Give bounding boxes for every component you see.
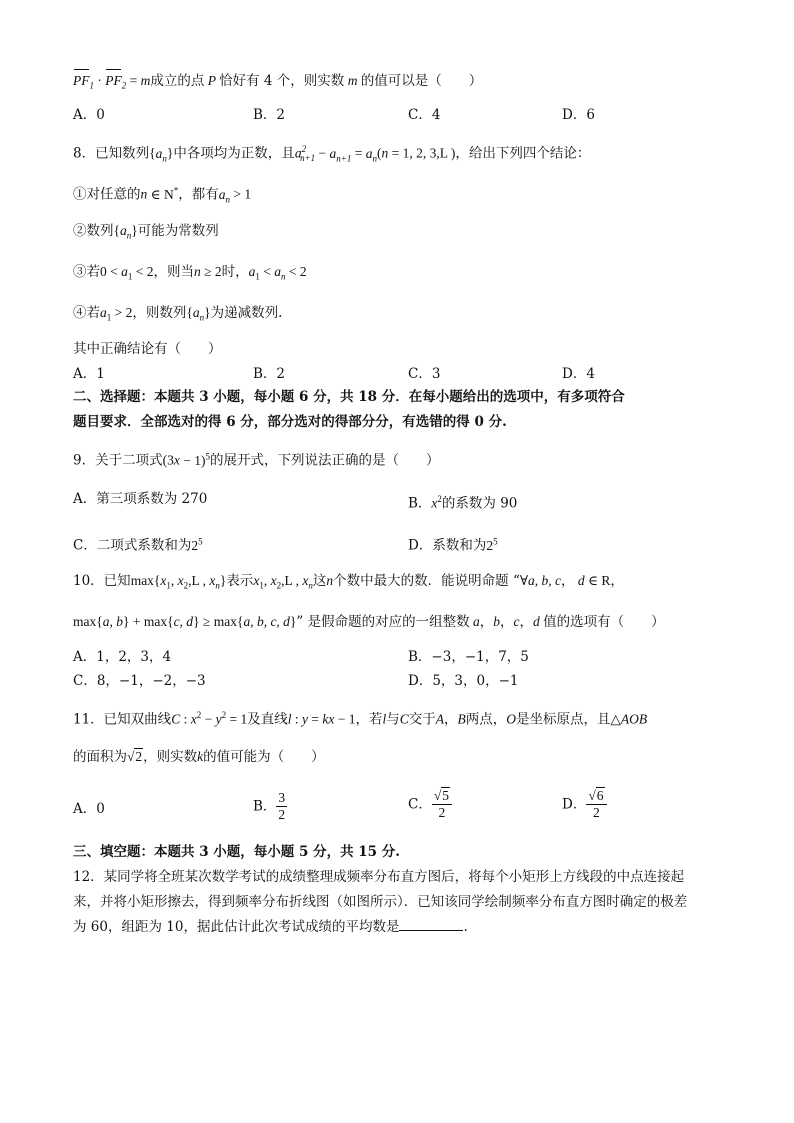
q7-option-d[interactable]: D．6 (562, 107, 595, 123)
q10-option-a[interactable]: A．1，2，3，4 (73, 649, 172, 665)
q10-option-c[interactable]: C．8，−1，−2，−3 (73, 673, 206, 689)
q9-option-d[interactable]: D．系数和为$2^5$ (408, 536, 498, 554)
q11-option-a[interactable]: A．0 (73, 801, 105, 817)
q11-stem-line1: 11．已知双曲线C : $x^2 - y^2 = 1$及直线l : y = kx − 1，若l与C交于A，B两点，O是坐标原点，且△AOB (73, 710, 648, 728)
q8-conclusion-1: ①对任意的n ∈ N*，都有$a_n > 1$ (73, 185, 252, 205)
q10-stem-line1: 10．已知$\max\{x_1$, $x_2,L$ , $x_n$}表示$x_1$, $x_2,L$ , $x_n$这n个数中最大的数．能说明命题 “∀a, b, c， d ∈ R， (73, 573, 624, 591)
q7-stem: $PF_1 \cdot PF_2 = m$成立的点 P 恰好有 4 个，则实数 m 的值可以是（ ） (73, 73, 483, 91)
q12-line2: 来，并将小矩形擦去，得到频率分布折线图（如图所示）．已知该同学绘制频率分布直方图时确定的极差 (73, 894, 688, 910)
q8-question: 其中正确结论有（ ） (73, 341, 222, 357)
q7-option-a[interactable]: A．0 (73, 107, 105, 123)
q10-stem-line2: max{a, b} + max{c, d} ≥ max{a, b, c, d}” 是假命题的对应的一组整数 a，b，c，d 值的选项有（ ） (73, 614, 665, 630)
q8-stem: 8．已知数列$\{a_n\}$中各项均为正数，且$a^2_{n+1} - a_{n+1} = a_n(n = 1$, 2, 3,L )，给出下列四个结论： (73, 144, 591, 164)
q7-option-c[interactable]: C．4 (408, 107, 441, 123)
q10-option-b[interactable]: B．−3，−1，7，5 (408, 649, 529, 665)
q8-option-c[interactable]: C．3 (408, 366, 441, 382)
q8-option-d[interactable]: D．4 (562, 366, 595, 382)
q9-option-a[interactable]: A．第三项系数为 270 (73, 491, 208, 507)
q9-option-b[interactable]: B．$x^2$的系数为 90 (408, 494, 518, 512)
q7-option-b[interactable]: B．2 (253, 107, 286, 123)
q11-option-b[interactable]: B． $\frac{3}{2}$ (253, 790, 286, 822)
q11-stem-line2: 的面积为√2，则实数k的值可能为（ ） (73, 749, 325, 765)
q8-option-a[interactable]: A．1 (73, 366, 105, 382)
q11-option-d[interactable]: D． $\frac{√6}{2}$ (562, 788, 607, 821)
q8-option-b[interactable]: B．2 (253, 366, 286, 382)
q12-line3: 为 60，组距为 10，据此估计此次考试成绩的平均数是 . (73, 919, 468, 935)
q11-option-c[interactable]: C． $\frac{√5}{2}$ (408, 788, 452, 821)
q10-option-d[interactable]: D．5，3，0，−1 (408, 673, 519, 689)
section-2-heading-line1: 二、选择题：本题共 3 小题，每小题 6 分，共 18 分．在每小题给出的选项中，有多项符合 (73, 389, 625, 405)
q9-stem: 9．关于二项式$(3x - 1)^5$的展开式，下列说法正确的是（ ） (73, 451, 440, 469)
section-3-heading: 三、填空题：本题共 3 小题，每小题 5 分，共 15 分. (73, 844, 400, 860)
q8-conclusion-3: ③若$0 < a_1 < 2$，则当n ≥ 2时，$a_1 < a_n < 2$ (73, 264, 307, 282)
q8-conclusion-4: ④若$a_1 > 2$，则数列$\{a_n\}$为递减数列. (73, 305, 283, 323)
q9-option-c[interactable]: C．二项式系数和为$2^5$ (73, 536, 203, 554)
q12-answer-blank[interactable] (399, 918, 463, 931)
q12-line1: 12．某同学将全班某次数学考试的成绩整理成频率分布直方图后，将每个小矩形上方线段的中点连接起 (73, 869, 685, 885)
section-2-heading-line2: 题目要求．全部选对的得 6 分，部分选对的得部分分，有选错的得 0 分. (73, 414, 507, 430)
q8-conclusion-2: ②数列$\{a_n\}$可能为常数列 (73, 223, 219, 241)
